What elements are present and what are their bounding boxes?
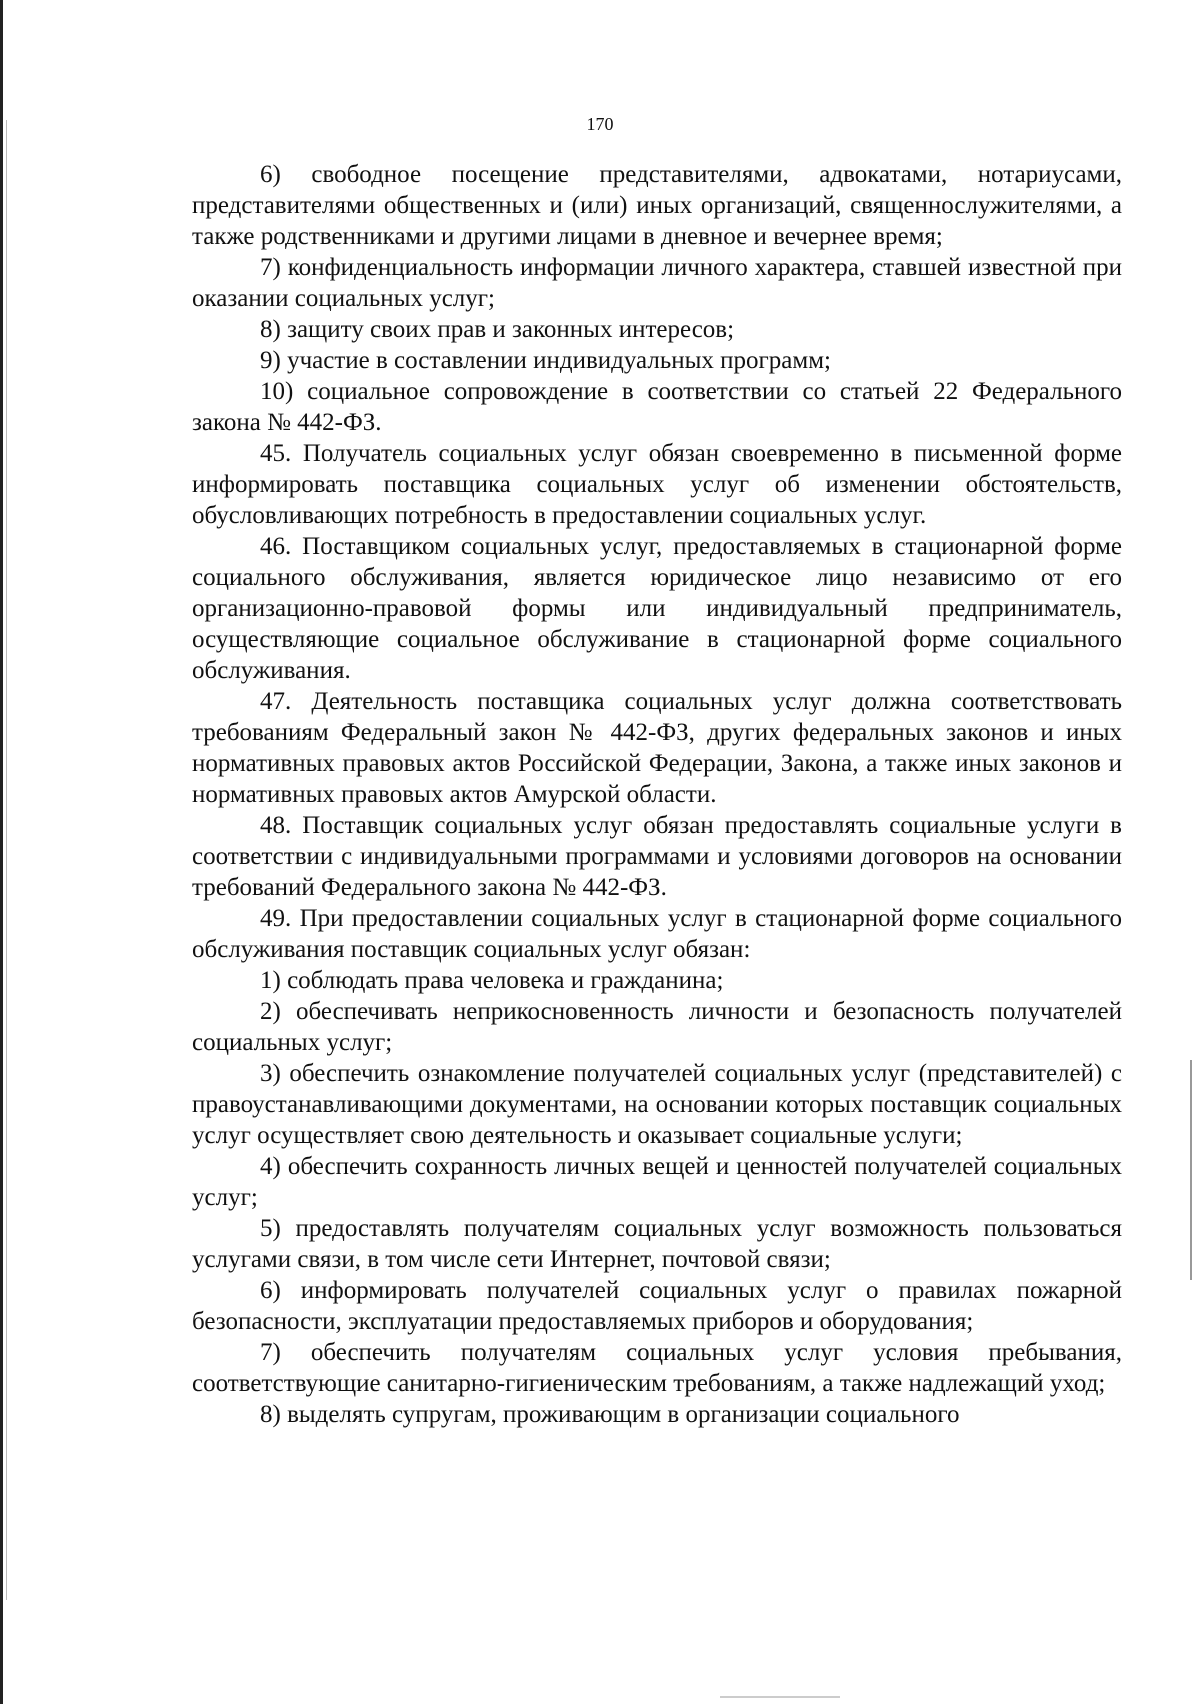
- scan-left-edge: [0, 0, 3, 1704]
- paragraph-duty-6: 6) информировать получателей социальных услуг о правилах пожарной безопасности, эксплуатации предоставляемых приборов и оборудования;: [192, 1277, 1122, 1335]
- paragraph-duty-1: 1) соблюдать права человека и гражданина;: [260, 967, 724, 994]
- document-body: [192, 159, 1122, 1430]
- paragraph-duty-5: 5) предоставлять получателям социальных услуг возможность пользоваться услугами связи, в том числе сети Интернет, почтовой связи;: [192, 1215, 1122, 1273]
- paragraph-duty-7: 7) обеспечить получателям социальных услуг условия пребывания, соответствующие санитарно-гигиеническим требованиям, а также надлежащий уход;: [192, 1339, 1122, 1397]
- paragraph-section-47: 47. Деятельность поставщика социальных услуг должна соответствовать требованиям Федеральный закон № 442-ФЗ, других федеральных законов и иных нормативных правовых актов Российской Федерации, Закона, а также иных законов и нормативных правовых актов Амурской области.: [192, 688, 1122, 808]
- paragraph-section-45: 45. Получатель социальных услуг обязан своевременно в письменной форме информировать поставщика социальных услуг об изменении обстоятельств, обусловливающих потребность в предоставлении социальных услуг.: [192, 440, 1122, 529]
- paragraph-duty-4: 4) обеспечить сохранность личных вещей и ценностей получателей социальных услуг;: [192, 1153, 1122, 1211]
- paragraph-item-6-visits: 6) свободное посещение представителями, адвокатами, нотариусами, представителями общественных и (или) иных организаций, священнослужителями, а также родственниками и другими лицами в дневное и вечернее время;: [192, 161, 1122, 250]
- scan-right-edge-mark: [1190, 1060, 1192, 1280]
- scan-bottom-mark: [720, 1696, 840, 1698]
- paragraph-section-48: 48. Поставщик социальных услуг обязан предоставлять социальные услуги в соответствии с индивидуальными программами и условиями договоров на основании требований Федерального закона № 442-ФЗ.: [192, 812, 1122, 901]
- paragraph-duty-2: 2) обеспечивать неприкосновенность личности и безопасность получателей социальных услуг;: [192, 998, 1122, 1056]
- paragraph-section-49: 49. При предоставлении социальных услуг в стационарной форме социального обслуживания поставщик социальных услуг обязан:: [192, 905, 1122, 963]
- paragraph-item-9-programs: 9) участие в составлении индивидуальных программ;: [260, 347, 831, 374]
- paragraph-item-7-confidentiality: 7) конфиденциальность информации личного характера, ставшей известной при оказании социальных услуг;: [192, 254, 1122, 312]
- paragraph-item-10-support: 10) социальное сопровождение в соответствии со статьей 22 Федерального закона № 442-ФЗ.: [192, 378, 1122, 436]
- scan-left-edge-shadow: [6, 120, 7, 1600]
- paragraph-item-8-rights: 8) защиту своих прав и законных интересов;: [260, 316, 735, 343]
- paragraph-section-46: 46. Поставщиком социальных услуг, предоставляемых в стационарной форме социального обслуживания, является юридическое лицо независимо от его организационно-правовой формы или индивидуальный предприниматель, осуществляющие социальное обслуживание в стационарной форме социального обслуживания.: [192, 533, 1122, 684]
- paragraph-duty-8: 8) выделять супругам, проживающим в организации социального: [260, 1401, 960, 1428]
- paragraph-duty-3: 3) обеспечить ознакомление получателей социальных услуг (представителей) с правоустанавливающими документами, на основании которых поставщик социальных услуг осуществляет свою деятельность и оказывает социальные услуги;: [192, 1060, 1122, 1149]
- page-number: 170: [586, 114, 614, 134]
